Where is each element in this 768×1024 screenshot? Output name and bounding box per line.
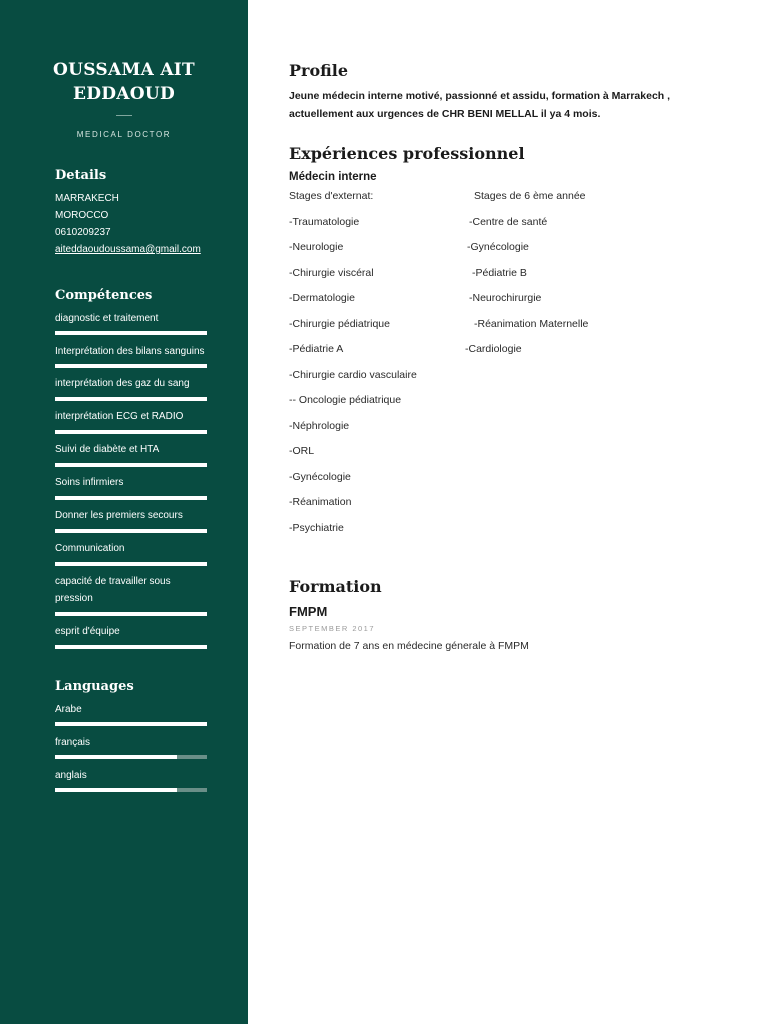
- skill-bar: [55, 331, 207, 335]
- skill-bar-fill: [55, 364, 207, 368]
- stage-item: -ORL: [289, 445, 315, 457]
- skills-heading: Compétences: [55, 288, 153, 303]
- skill-bar: [55, 562, 207, 566]
- skill-bar: [55, 463, 207, 467]
- skill-label: Communication: [55, 543, 125, 554]
- candidate-name: [0, 58, 248, 106]
- stage-item: -Gynécologie: [467, 241, 529, 253]
- education-school: FMPM: [289, 604, 328, 619]
- stage-item: -Gynécologie: [289, 471, 351, 483]
- language-bar-fill: [55, 788, 177, 792]
- stage-item: -Réanimation Maternelle: [474, 318, 589, 330]
- stage-item: -Chirurgie viscéral: [289, 267, 374, 279]
- education-date: SEPTEMBER 2017: [289, 624, 376, 633]
- name-divider: [116, 115, 132, 116]
- externat-header: Stages d'externat:: [289, 190, 374, 202]
- stage-item: -Centre de santé: [469, 216, 548, 228]
- language-label: anglais: [55, 770, 87, 781]
- skill-bar: [55, 529, 207, 533]
- detail-country: MOROCCO: [55, 210, 109, 221]
- language-label: français: [55, 737, 91, 748]
- stage-item: -Neurochirurgie: [469, 292, 542, 304]
- name-line-2: EDDAOUD: [72, 84, 176, 104]
- skill-label: Interprétation des bilans sanguins: [55, 346, 205, 357]
- stage-item: -Réanimation: [289, 496, 352, 508]
- stage-item: -Traumatologie: [289, 216, 360, 228]
- stage-item: -Chirurgie pédiatrique: [289, 318, 390, 330]
- languages-heading: Languages: [55, 679, 134, 694]
- skill-label: Suivi de diabète et HTA: [55, 444, 160, 455]
- job-title: Médecin interne: [289, 171, 377, 183]
- skill-label: capacité de travailler sous pression: [55, 576, 171, 604]
- detail-phone: 0610209237: [55, 227, 111, 238]
- stage-item: -- Oncologie pédiatrique: [289, 394, 402, 406]
- language-bar: [55, 788, 207, 792]
- education-heading: Formation: [289, 577, 382, 596]
- language-bar: [55, 722, 207, 726]
- stage-item: -Cardiologie: [465, 343, 522, 355]
- stage-item: -Pédiatrie B: [472, 267, 527, 279]
- detail-email-link[interactable]: aiteddaoudoussama@gmail.com: [55, 244, 201, 255]
- skill-bar-fill: [55, 397, 207, 401]
- skill-label: interprétation des gaz du sang: [55, 378, 190, 389]
- skill-label: Donner les premiers secours: [55, 510, 183, 521]
- profile-text: Jeune médecin interne motivé, passionné et assidu, formation à Marrakech , actuellement aux urgences de CHR BENI MELLAL il ya 4 mois.: [289, 90, 671, 120]
- skill-bar: [55, 397, 207, 401]
- skill-bar: [55, 645, 207, 649]
- skill-bar-fill: [55, 645, 207, 649]
- stage-item: -Neurologie: [289, 241, 344, 253]
- skill-bar: [55, 612, 207, 616]
- education-description: Formation de 7 ans en médecine génerale à FMPM: [289, 640, 529, 652]
- skill-bar-fill: [55, 463, 207, 467]
- sixth-year-header: Stages de 6 ème année: [474, 190, 586, 202]
- stage-item: -Pédiatrie A: [289, 343, 344, 355]
- stage-item: -Néphrologie: [289, 420, 350, 432]
- job-subtitle: MEDICAL DOCTOR: [76, 130, 172, 139]
- skill-label: interprétation ECG et RADIO: [55, 411, 184, 422]
- skill-bar-fill: [55, 430, 207, 434]
- language-label: Arabe: [55, 704, 82, 715]
- skill-bar-fill: [55, 529, 207, 533]
- profile-heading: Profile: [289, 61, 349, 80]
- sidebar: [0, 0, 248, 1024]
- skill-label: esprit d'équipe: [55, 626, 120, 637]
- skill-bar: [55, 364, 207, 368]
- name-line-1: OUSSAMA AIT: [52, 60, 196, 80]
- stage-item: -Chirurgie cardio vasculaire: [289, 369, 417, 381]
- skill-bar: [55, 430, 207, 434]
- language-bar-fill: [55, 755, 177, 759]
- stage-item: -Psychiatrie: [289, 522, 344, 534]
- language-bar-fill: [55, 722, 207, 726]
- skill-label: Soins infirmiers: [55, 477, 124, 488]
- language-bar: [55, 755, 207, 759]
- skill-bar-fill: [55, 496, 207, 500]
- details-heading: Details: [55, 168, 107, 183]
- experience-heading: Expériences professionnel: [289, 144, 525, 163]
- stage-item: -Dermatologie: [289, 292, 355, 304]
- skill-label: diagnostic et traitement: [55, 313, 159, 324]
- skill-bar: [55, 496, 207, 500]
- skill-bar-fill: [55, 562, 207, 566]
- skill-bar-fill: [55, 612, 207, 616]
- detail-city: MARRAKECH: [55, 193, 119, 204]
- skill-bar-fill: [55, 331, 207, 335]
